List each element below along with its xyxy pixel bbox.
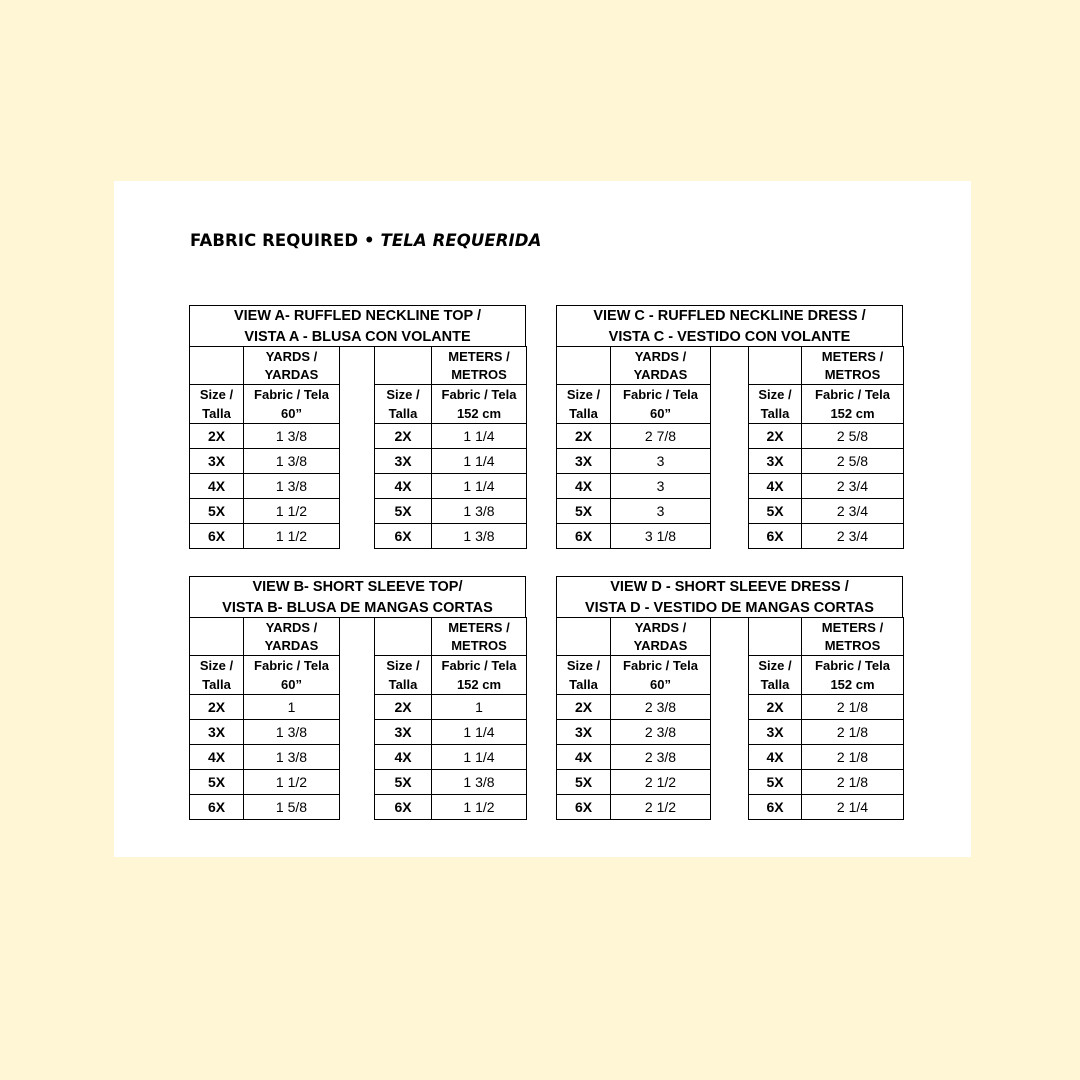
unit-label: METROS (824, 366, 881, 382)
size-cell: 6X (190, 524, 244, 549)
amount-cell: 2 1/8 (802, 770, 904, 795)
size-header-label: Talla (202, 677, 231, 692)
amount-cell: 2 1/2 (611, 770, 711, 795)
fabric-header-label: Fabric / Tela (815, 658, 890, 673)
amount-cell: 1 1/4 (432, 720, 527, 745)
size-header-label: Size / (199, 658, 234, 673)
title-separator: • (364, 231, 375, 250)
view-b-meters-column-header-row (375, 656, 527, 695)
size-cell: 3X (375, 449, 432, 474)
view-c-yards-table (556, 346, 711, 549)
table-row (557, 449, 711, 474)
amount-cell: 1 3/8 (244, 424, 340, 449)
view-a-yards-table (189, 346, 340, 549)
view-d-yards-unit-row (557, 618, 711, 656)
blank-cell (190, 347, 244, 385)
view-a-title-es: VISTA A - BLUSA CON VOLANTE (244, 328, 471, 345)
fabric-width-label: 152 cm (456, 406, 502, 421)
view-d-meters-column-header-row (749, 656, 904, 695)
size-cell: 4X (749, 745, 802, 770)
table-row (375, 449, 527, 474)
unit-label: YARDS / (265, 619, 318, 635)
view-b-meters-table (374, 617, 527, 820)
table-row (190, 449, 340, 474)
size-header (190, 385, 244, 424)
amount-cell: 3 1/8 (611, 524, 711, 549)
view-d-meters-table (748, 617, 904, 820)
size-cell: 6X (749, 524, 802, 549)
view-a-title (189, 305, 526, 347)
table-row (190, 745, 340, 770)
fabric-width-label: 60” (281, 677, 302, 692)
size-header-label: Talla (388, 677, 418, 692)
fabric-width-label: 60” (281, 406, 302, 421)
amount-cell: 2 1/4 (802, 795, 904, 820)
fabric-header (432, 656, 527, 695)
amount-cell: 2 5/8 (802, 424, 904, 449)
fabric-header-label: Fabric / Tela (254, 658, 329, 673)
size-cell: 6X (749, 795, 802, 820)
unit-label: METERS / (821, 348, 884, 364)
unit-label: METERS / (448, 619, 510, 635)
size-header-label: Talla (202, 406, 231, 421)
size-cell: 3X (190, 720, 244, 745)
table-row (375, 745, 527, 770)
view-d-title (556, 576, 903, 618)
blank-cell (749, 618, 802, 656)
size-cell: 6X (557, 795, 611, 820)
fabric-width-label: 152 cm (456, 677, 502, 692)
fabric-header (244, 656, 340, 695)
size-cell: 6X (557, 524, 611, 549)
size-header-label: Size / (566, 658, 601, 673)
view-c-meters-table (748, 346, 904, 549)
amount-cell: 2 3/8 (611, 720, 711, 745)
view-a-meters-unit-header (432, 347, 527, 385)
table-row (749, 745, 904, 770)
amount-cell: 1 5/8 (244, 795, 340, 820)
size-cell: 2X (190, 424, 244, 449)
amount-cell: 2 1/8 (802, 720, 904, 745)
table-row (557, 795, 711, 820)
view-c-meters-unit-header (802, 347, 904, 385)
view-a-yards-unit-row (190, 347, 340, 385)
amount-cell: 1 1/2 (244, 770, 340, 795)
size-header (375, 385, 432, 424)
view-c-yards-unit-row (557, 347, 711, 385)
fabric-header (432, 385, 527, 424)
view-c-yards-column-header-row (557, 385, 711, 424)
table-row (190, 770, 340, 795)
table-row (749, 474, 904, 499)
size-cell: 4X (375, 474, 432, 499)
view-b-meters-unit-row (375, 618, 527, 656)
size-cell: 4X (375, 745, 432, 770)
size-cell: 3X (749, 449, 802, 474)
amount-cell: 1 3/8 (244, 474, 340, 499)
table-row (375, 795, 527, 820)
view-a-title-en: VIEW A- RUFFLED NECKLINE TOP / (233, 308, 482, 324)
fabric-header-label: Fabric / Tela (441, 387, 517, 402)
size-header (190, 656, 244, 695)
size-header-label: Talla (760, 677, 790, 692)
view-c-meters-unit-row (749, 347, 904, 385)
view-d-yards-column-header-row (557, 656, 711, 695)
view-b-title-es: VISTA B- BLUSA DE MANGAS CORTAS (222, 599, 493, 616)
size-header-label: Size / (566, 387, 601, 402)
table-row (375, 524, 527, 549)
table-row (375, 770, 527, 795)
amount-cell: 2 3/4 (802, 499, 904, 524)
amount-cell: 1 (432, 695, 527, 720)
table-row (375, 474, 527, 499)
size-cell: 2X (557, 424, 611, 449)
amount-cell: 1 1/4 (432, 745, 527, 770)
size-header-label: Size / (758, 387, 792, 402)
amount-cell: 2 3/8 (611, 695, 711, 720)
view-c-title-es: VISTA C - VESTIDO CON VOLANTE (608, 328, 851, 345)
size-cell: 2X (190, 695, 244, 720)
size-header (557, 385, 611, 424)
amount-cell: 2 3/8 (611, 745, 711, 770)
size-cell: 4X (557, 745, 611, 770)
unit-label: YARDS / (265, 348, 318, 364)
table-row (190, 720, 340, 745)
size-cell: 5X (375, 499, 432, 524)
table-row (749, 499, 904, 524)
fabric-header (611, 656, 711, 695)
view-b-yards-unit-header (244, 618, 340, 656)
table-row (375, 695, 527, 720)
fabric-header-label: Fabric / Tela (254, 387, 329, 402)
view-b-yards-unit-row (190, 618, 340, 656)
amount-cell: 2 1/8 (802, 745, 904, 770)
amount-cell: 2 1/2 (611, 795, 711, 820)
unit-label: YARDAS (264, 366, 319, 382)
table-row (375, 499, 527, 524)
size-header-label: Talla (569, 406, 598, 421)
amount-cell: 2 1/8 (802, 695, 904, 720)
table-row (557, 770, 711, 795)
table-row (749, 720, 904, 745)
unit-label: METROS (824, 637, 881, 653)
view-d-meters-unit-header (802, 618, 904, 656)
size-cell: 5X (557, 499, 611, 524)
size-cell: 2X (375, 424, 432, 449)
table-row (190, 474, 340, 499)
size-cell: 2X (375, 695, 432, 720)
unit-label: YARDAS (633, 366, 688, 382)
table-row (749, 449, 904, 474)
size-header-label: Size / (386, 387, 420, 402)
size-header-label: Size / (199, 387, 234, 402)
view-b-title (189, 576, 526, 618)
view-b-yards-column-header-row (190, 656, 340, 695)
amount-cell: 1 1/2 (432, 795, 527, 820)
fabric-width-label: 60” (650, 677, 671, 692)
view-c-title-en: VIEW C - RUFFLED NECKLINE DRESS / (593, 308, 866, 324)
unit-label: METROS (451, 637, 507, 653)
unit-label: METROS (451, 366, 507, 382)
table-row (749, 695, 904, 720)
size-header (557, 656, 611, 695)
size-cell: 3X (190, 449, 244, 474)
size-header-label: Size / (386, 658, 420, 673)
size-cell: 4X (749, 474, 802, 499)
view-a-yards-column-header-row (190, 385, 340, 424)
fabric-header-label: Fabric / Tela (441, 658, 517, 673)
view-d-meters-unit-row (749, 618, 904, 656)
size-cell: 4X (190, 474, 244, 499)
fabric-width-label: 152 cm (830, 677, 875, 692)
view-d-title-es: VISTA D - VESTIDO DE MANGAS CORTAS (585, 599, 874, 616)
size-header (749, 385, 802, 424)
size-cell: 2X (749, 424, 802, 449)
size-header-label: Talla (388, 406, 418, 421)
size-cell: 3X (749, 720, 802, 745)
size-cell: 2X (749, 695, 802, 720)
table-row (375, 720, 527, 745)
unit-label: METERS / (448, 348, 510, 364)
size-header-label: Talla (760, 406, 790, 421)
fabric-width-label: 152 cm (830, 406, 875, 421)
view-b-yards-table (189, 617, 340, 820)
amount-cell: 1 3/8 (244, 745, 340, 770)
view-c-yards-unit-header (611, 347, 711, 385)
page-title (190, 231, 541, 250)
size-cell: 6X (375, 524, 432, 549)
table-row (557, 720, 711, 745)
amount-cell: 1 (244, 695, 340, 720)
table-row (557, 499, 711, 524)
amount-cell: 2 5/8 (802, 449, 904, 474)
size-cell: 3X (557, 720, 611, 745)
amount-cell: 1 3/8 (432, 499, 527, 524)
view-d-yards-table (556, 617, 711, 820)
view-d-yards-unit-header (611, 618, 711, 656)
fabric-header (802, 656, 904, 695)
table-row (749, 770, 904, 795)
view-c-meters-column-header-row (749, 385, 904, 424)
table-row (749, 424, 904, 449)
size-cell: 3X (375, 720, 432, 745)
blank-cell (375, 347, 432, 385)
amount-cell: 1 3/8 (244, 449, 340, 474)
fabric-header-label: Fabric / Tela (623, 387, 698, 402)
amount-cell: 1 1/4 (432, 424, 527, 449)
amount-cell: 1 1/2 (244, 499, 340, 524)
amount-cell: 1 3/8 (244, 720, 340, 745)
blank-cell (749, 347, 802, 385)
amount-cell: 1 3/8 (432, 770, 527, 795)
blank-cell (557, 618, 611, 656)
size-cell: 6X (375, 795, 432, 820)
table-row (557, 474, 711, 499)
view-a-meters-unit-row (375, 347, 527, 385)
amount-cell: 2 3/4 (802, 474, 904, 499)
table-row (749, 795, 904, 820)
view-b-meters-unit-header (432, 618, 527, 656)
amount-cell: 3 (611, 499, 711, 524)
fabric-header (802, 385, 904, 424)
title-spanish: TELA REQUERIDA (380, 231, 542, 250)
amount-cell: 1 1/2 (244, 524, 340, 549)
size-header-label: Talla (569, 677, 598, 692)
unit-label: YARDAS (633, 637, 688, 653)
fabric-width-label: 60” (650, 406, 671, 421)
table-row (190, 499, 340, 524)
unit-label: YARDAS (264, 637, 319, 653)
blank-cell (375, 618, 432, 656)
size-cell: 3X (557, 449, 611, 474)
blank-cell (190, 618, 244, 656)
unit-label: METERS / (821, 619, 884, 635)
view-a-yards-unit-header (244, 347, 340, 385)
table-row (190, 524, 340, 549)
size-header (749, 656, 802, 695)
amount-cell: 3 (611, 449, 711, 474)
size-cell: 5X (749, 770, 802, 795)
view-c-title (556, 305, 903, 347)
size-cell: 4X (557, 474, 611, 499)
table-row (557, 695, 711, 720)
table-row (190, 695, 340, 720)
table-row (190, 424, 340, 449)
view-b-title-en: VIEW B- SHORT SLEEVE TOP/ (252, 579, 463, 595)
blank-cell (557, 347, 611, 385)
size-cell: 4X (190, 745, 244, 770)
fabric-header-label: Fabric / Tela (815, 387, 890, 402)
size-cell: 2X (557, 695, 611, 720)
amount-cell: 1 3/8 (432, 524, 527, 549)
size-header (375, 656, 432, 695)
fabric-header (611, 385, 711, 424)
size-cell: 5X (375, 770, 432, 795)
table-row (375, 424, 527, 449)
size-cell: 5X (190, 499, 244, 524)
table-row (557, 424, 711, 449)
size-cell: 5X (749, 499, 802, 524)
view-a-meters-table (374, 346, 527, 549)
size-cell: 5X (557, 770, 611, 795)
amount-cell: 3 (611, 474, 711, 499)
table-row (557, 524, 711, 549)
size-cell: 6X (190, 795, 244, 820)
view-d-title-en: VIEW D - SHORT SLEEVE DRESS / (610, 579, 849, 595)
size-header-label: Size / (758, 658, 792, 673)
fabric-header-label: Fabric / Tela (623, 658, 698, 673)
unit-label: YARDS / (634, 619, 687, 635)
size-cell: 5X (190, 770, 244, 795)
unit-label: YARDS / (634, 348, 687, 364)
amount-cell: 1 1/4 (432, 449, 527, 474)
table-row (557, 745, 711, 770)
amount-cell: 1 1/4 (432, 474, 527, 499)
title-main: FABRIC REQUIRED (190, 231, 359, 250)
fabric-header (244, 385, 340, 424)
amount-cell: 2 7/8 (611, 424, 711, 449)
table-row (190, 795, 340, 820)
view-a-meters-column-header-row (375, 385, 527, 424)
table-row (749, 524, 904, 549)
amount-cell: 2 3/4 (802, 524, 904, 549)
